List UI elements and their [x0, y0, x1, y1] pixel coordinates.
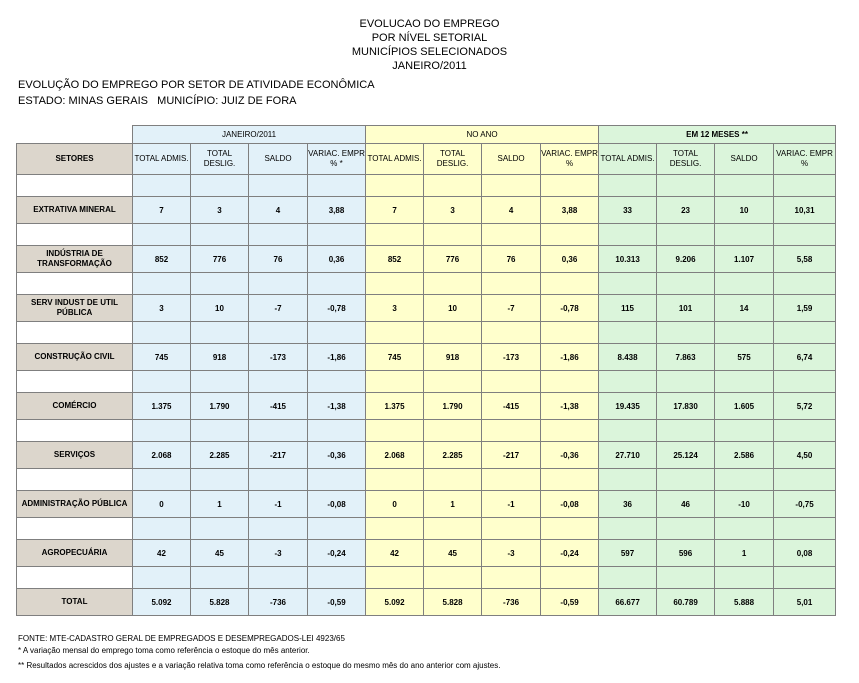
table-row	[17, 442, 836, 469]
value-cell: -736	[482, 589, 541, 616]
value-cell: 1.107	[715, 246, 774, 273]
value-cell: 2.068	[133, 442, 191, 469]
spacer-cell	[424, 273, 482, 295]
spacer-cell	[191, 371, 249, 393]
value-cell: 7	[133, 197, 191, 224]
value-cell: 1.790	[424, 393, 482, 420]
col-header: TOTAL ADMIS.	[599, 144, 657, 175]
table-row	[17, 344, 836, 371]
sector-name: SERV INDUST DE UTIL PÚBLICA	[17, 295, 133, 322]
value-cell: -0,59	[541, 589, 599, 616]
spacer-row	[17, 469, 836, 491]
spacer-cell	[424, 371, 482, 393]
value-cell: -1,86	[308, 344, 366, 371]
spacer-cell	[657, 322, 715, 344]
spacer-cell	[17, 371, 133, 393]
spacer-cell	[133, 273, 191, 295]
value-cell: 575	[715, 344, 774, 371]
spacer-cell	[482, 175, 541, 197]
spacer-row	[17, 322, 836, 344]
spacer-cell	[249, 322, 308, 344]
value-cell: 4,50	[774, 442, 836, 469]
spacer-cell	[541, 371, 599, 393]
spacer-cell	[366, 420, 424, 442]
spacer-cell	[17, 567, 133, 589]
spacer-cell	[366, 567, 424, 589]
sector-name: ADMINISTRAÇÃO PÚBLICA	[17, 491, 133, 518]
spacer-cell	[715, 469, 774, 491]
spacer-cell	[191, 224, 249, 246]
spacer-cell	[424, 420, 482, 442]
value-cell: 1,59	[774, 295, 836, 322]
spacer-cell	[249, 224, 308, 246]
value-cell: 76	[482, 246, 541, 273]
table-row	[17, 491, 836, 518]
spacer-cell	[774, 322, 836, 344]
spacer-cell	[482, 224, 541, 246]
value-cell: -415	[249, 393, 308, 420]
value-cell: -0,36	[541, 442, 599, 469]
value-cell: 0	[133, 491, 191, 518]
table-row	[17, 295, 836, 322]
spacer-cell	[17, 518, 133, 540]
value-cell: 10,31	[774, 197, 836, 224]
report-title-line-4: JANEIRO/2011	[392, 60, 467, 72]
spacer-cell	[541, 518, 599, 540]
spacer-cell	[715, 371, 774, 393]
value-cell: 42	[133, 540, 191, 567]
col-header: SALDO	[249, 144, 308, 175]
value-cell: -736	[249, 589, 308, 616]
value-cell: 2.586	[715, 442, 774, 469]
value-cell: 33	[599, 197, 657, 224]
value-cell: 2.068	[366, 442, 424, 469]
group-12-meses: EM 12 MESES **	[599, 126, 836, 144]
value-cell: -173	[482, 344, 541, 371]
value-cell: 5,72	[774, 393, 836, 420]
value-cell: 1	[191, 491, 249, 518]
col-header: VARIAC. EMPR %	[774, 144, 836, 175]
value-cell: 8.438	[599, 344, 657, 371]
value-cell: -0,78	[541, 295, 599, 322]
value-cell: 25.124	[657, 442, 715, 469]
spacer-row	[17, 518, 836, 540]
spacer-cell	[366, 518, 424, 540]
spacer-cell	[657, 175, 715, 197]
spacer-cell	[17, 175, 133, 197]
spacer-cell	[424, 518, 482, 540]
spacer-cell	[599, 273, 657, 295]
table-row	[17, 540, 836, 567]
group-janeiro: JANEIRO/2011	[133, 126, 366, 144]
spacer-cell	[715, 518, 774, 540]
value-cell: 60.789	[657, 589, 715, 616]
col-header: TOTAL DESLIG.	[657, 144, 715, 175]
spacer-cell	[599, 371, 657, 393]
spacer-cell	[17, 224, 133, 246]
footer-source: FONTE: MTE-CADASTRO GERAL DE EMPREGADOS E DESEMPREGADOS-LEI 4923/65	[18, 634, 345, 643]
value-cell: 1.605	[715, 393, 774, 420]
table-row	[17, 197, 836, 224]
spacer-cell	[774, 175, 836, 197]
spacer-row	[17, 420, 836, 442]
spacer-cell	[133, 567, 191, 589]
spacer-cell	[308, 567, 366, 589]
spacer-cell	[366, 273, 424, 295]
group-no-ano: NO ANO	[366, 126, 599, 144]
value-cell: 5.828	[424, 589, 482, 616]
value-cell: 3	[366, 295, 424, 322]
value-cell: 0,36	[308, 246, 366, 273]
value-cell: 852	[133, 246, 191, 273]
spacer-cell	[249, 371, 308, 393]
value-cell: 42	[366, 540, 424, 567]
spacer-cell	[249, 518, 308, 540]
spacer-cell	[541, 273, 599, 295]
value-cell: 1	[424, 491, 482, 518]
spacer-cell	[191, 322, 249, 344]
spacer-cell	[599, 518, 657, 540]
spacer-cell	[249, 567, 308, 589]
value-cell: -217	[249, 442, 308, 469]
value-cell: 776	[191, 246, 249, 273]
value-cell: 5.092	[366, 589, 424, 616]
sector-name: AGROPECUÁRIA	[17, 540, 133, 567]
value-cell: -1	[482, 491, 541, 518]
value-cell: 596	[657, 540, 715, 567]
spacer-row	[17, 371, 836, 393]
col-header: SALDO	[482, 144, 541, 175]
spacer-cell	[424, 567, 482, 589]
spacer-cell	[657, 371, 715, 393]
value-cell: 852	[366, 246, 424, 273]
value-cell: 4	[482, 197, 541, 224]
value-cell: 3	[191, 197, 249, 224]
value-cell: 9.206	[657, 246, 715, 273]
spacer-cell	[191, 469, 249, 491]
value-cell: 46	[657, 491, 715, 518]
spacer-cell	[17, 469, 133, 491]
value-cell: 0,36	[541, 246, 599, 273]
spacer-cell	[308, 175, 366, 197]
spacer-cell	[191, 518, 249, 540]
value-cell: -0,24	[308, 540, 366, 567]
value-cell: -1,38	[541, 393, 599, 420]
value-cell: -0,78	[308, 295, 366, 322]
spacer-cell	[657, 518, 715, 540]
value-cell: 7	[366, 197, 424, 224]
value-cell: 10	[191, 295, 249, 322]
spacer-row	[17, 567, 836, 589]
spacer-cell	[17, 322, 133, 344]
spacer-cell	[133, 371, 191, 393]
spacer-cell	[482, 273, 541, 295]
spacer-cell	[191, 420, 249, 442]
spacer-cell	[599, 224, 657, 246]
employment-table	[16, 125, 836, 616]
spacer-cell	[599, 175, 657, 197]
value-cell: -1,38	[308, 393, 366, 420]
spacer-cell	[249, 175, 308, 197]
spacer-cell	[366, 469, 424, 491]
spacer-cell	[133, 224, 191, 246]
table-row	[17, 246, 836, 273]
spacer-cell	[366, 224, 424, 246]
col-header: TOTAL ADMIS.	[366, 144, 424, 175]
spacer-cell	[249, 273, 308, 295]
spacer-cell	[133, 175, 191, 197]
spacer-cell	[482, 469, 541, 491]
value-cell: 10	[424, 295, 482, 322]
sector-name: SERVIÇOS	[17, 442, 133, 469]
value-cell: 101	[657, 295, 715, 322]
value-cell: 5,01	[774, 589, 836, 616]
value-cell: 745	[133, 344, 191, 371]
footer-note-1: * A variação mensal do emprego toma como referência o estoque do mês anterior.	[18, 646, 310, 655]
total-label: TOTAL	[17, 589, 133, 616]
value-cell: 45	[191, 540, 249, 567]
spacer-cell	[657, 420, 715, 442]
spacer-cell	[308, 273, 366, 295]
spacer-cell	[774, 518, 836, 540]
value-cell: 5,58	[774, 246, 836, 273]
col-header: TOTAL ADMIS.	[133, 144, 191, 175]
spacer-cell	[599, 469, 657, 491]
value-cell: -7	[249, 295, 308, 322]
value-cell: 0	[366, 491, 424, 518]
spacer-cell	[249, 420, 308, 442]
value-cell: 3	[133, 295, 191, 322]
spacer-cell	[424, 469, 482, 491]
spacer-row	[17, 175, 836, 197]
value-cell: -217	[482, 442, 541, 469]
spacer-cell	[308, 518, 366, 540]
spacer-cell	[308, 420, 366, 442]
value-cell: 6,74	[774, 344, 836, 371]
spacer-cell	[133, 420, 191, 442]
setores-header: SETORES	[17, 144, 133, 175]
value-cell: 3	[424, 197, 482, 224]
spacer-cell	[482, 518, 541, 540]
value-cell: -7	[482, 295, 541, 322]
value-cell: -0,36	[308, 442, 366, 469]
value-cell: -1,86	[541, 344, 599, 371]
value-cell: -10	[715, 491, 774, 518]
value-cell: 27.710	[599, 442, 657, 469]
value-cell: 7.863	[657, 344, 715, 371]
spacer-cell	[599, 567, 657, 589]
spacer-cell	[191, 567, 249, 589]
value-cell: 115	[599, 295, 657, 322]
spacer-cell	[774, 567, 836, 589]
spacer-row	[17, 224, 836, 246]
sector-name: EXTRATIVA MINERAL	[17, 197, 133, 224]
spacer-cell	[541, 322, 599, 344]
table-row	[17, 393, 836, 420]
spacer-cell	[308, 322, 366, 344]
report-subtitle: EVOLUÇÃO DO EMPREGO POR SETOR DE ATIVIDADE ECONÔMICA	[18, 79, 375, 91]
spacer-cell	[308, 371, 366, 393]
spacer-cell	[249, 469, 308, 491]
col-header: VARIAC. EMPR % *	[308, 144, 366, 175]
value-cell: 918	[191, 344, 249, 371]
spacer-cell	[133, 322, 191, 344]
spacer-cell	[482, 420, 541, 442]
spacer-cell	[482, 371, 541, 393]
value-cell: 918	[424, 344, 482, 371]
value-cell: 10	[715, 197, 774, 224]
total-row	[17, 589, 836, 616]
spacer-cell	[715, 322, 774, 344]
value-cell: -0,75	[774, 491, 836, 518]
spacer-cell	[774, 420, 836, 442]
value-cell: 14	[715, 295, 774, 322]
spacer-cell	[541, 469, 599, 491]
spacer-cell	[599, 420, 657, 442]
col-header: SALDO	[715, 144, 774, 175]
spacer-cell	[715, 224, 774, 246]
value-cell: -3	[482, 540, 541, 567]
group-header-row	[17, 126, 836, 144]
spacer-row	[17, 273, 836, 295]
spacer-cell	[133, 469, 191, 491]
spacer-cell	[424, 175, 482, 197]
spacer-cell	[366, 371, 424, 393]
spacer-cell	[308, 224, 366, 246]
spacer-cell	[482, 567, 541, 589]
corner-blank	[17, 126, 133, 144]
value-cell: 5.888	[715, 589, 774, 616]
value-cell: 10.313	[599, 246, 657, 273]
spacer-cell	[774, 273, 836, 295]
value-cell: -173	[249, 344, 308, 371]
value-cell: 4	[249, 197, 308, 224]
report-title-line-2: POR NÍVEL SETORIAL	[371, 32, 488, 44]
value-cell: 745	[366, 344, 424, 371]
value-cell: 23	[657, 197, 715, 224]
spacer-cell	[17, 420, 133, 442]
spacer-cell	[657, 567, 715, 589]
column-header-row	[17, 144, 836, 175]
footer-note-2: ** Resultados acrescidos dos ajustes e a variação relativa toma como referência o estoque do mesmo mês do ano anterior com ajustes.	[18, 661, 501, 670]
col-header: TOTAL DESLIG.	[424, 144, 482, 175]
spacer-cell	[715, 420, 774, 442]
spacer-cell	[715, 273, 774, 295]
spacer-cell	[191, 273, 249, 295]
value-cell: 76	[249, 246, 308, 273]
spacer-cell	[541, 224, 599, 246]
spacer-cell	[541, 420, 599, 442]
value-cell: 1.375	[366, 393, 424, 420]
value-cell: -0,08	[541, 491, 599, 518]
spacer-cell	[774, 224, 836, 246]
value-cell: 5.828	[191, 589, 249, 616]
sector-name: INDÚSTRIA DE TRANSFORMAÇÃO	[17, 246, 133, 273]
report-title-line-1: EVOLUCAO DO EMPREGO	[359, 18, 500, 30]
value-cell: 1.375	[133, 393, 191, 420]
spacer-cell	[541, 567, 599, 589]
value-cell: 0,08	[774, 540, 836, 567]
value-cell: 597	[599, 540, 657, 567]
value-cell: -0,24	[541, 540, 599, 567]
spacer-cell	[424, 224, 482, 246]
report-title-line-3: MUNICÍPIOS SELECIONADOS	[351, 46, 508, 58]
col-header: VARIAC. EMPR %	[541, 144, 599, 175]
value-cell: 5.092	[133, 589, 191, 616]
value-cell: 36	[599, 491, 657, 518]
spacer-cell	[366, 175, 424, 197]
value-cell: 17.830	[657, 393, 715, 420]
value-cell: -0,59	[308, 589, 366, 616]
spacer-cell	[599, 322, 657, 344]
value-cell: 3,88	[308, 197, 366, 224]
col-header: TOTAL DESLIG.	[191, 144, 249, 175]
spacer-cell	[17, 273, 133, 295]
spacer-cell	[715, 175, 774, 197]
sector-name: CONSTRUÇÃO CIVIL	[17, 344, 133, 371]
value-cell: 45	[424, 540, 482, 567]
spacer-cell	[657, 469, 715, 491]
value-cell: 2.285	[424, 442, 482, 469]
spacer-cell	[774, 469, 836, 491]
value-cell: 3,88	[541, 197, 599, 224]
spacer-cell	[715, 567, 774, 589]
spacer-cell	[774, 371, 836, 393]
spacer-cell	[482, 322, 541, 344]
value-cell: 1.790	[191, 393, 249, 420]
value-cell: -0,08	[308, 491, 366, 518]
spacer-cell	[657, 224, 715, 246]
sector-name: COMÉRCIO	[17, 393, 133, 420]
value-cell: 19.435	[599, 393, 657, 420]
spacer-cell	[308, 469, 366, 491]
value-cell: 66.677	[599, 589, 657, 616]
spacer-cell	[657, 273, 715, 295]
value-cell: -415	[482, 393, 541, 420]
spacer-cell	[133, 518, 191, 540]
value-cell: 776	[424, 246, 482, 273]
spacer-cell	[366, 322, 424, 344]
value-cell: 2.285	[191, 442, 249, 469]
value-cell: -3	[249, 540, 308, 567]
value-cell: -1	[249, 491, 308, 518]
value-cell: 1	[715, 540, 774, 567]
spacer-cell	[424, 322, 482, 344]
spacer-cell	[541, 175, 599, 197]
spacer-cell	[191, 175, 249, 197]
report-location: ESTADO: MINAS GERAIS MUNICÍPIO: JUIZ DE FORA	[18, 95, 297, 107]
